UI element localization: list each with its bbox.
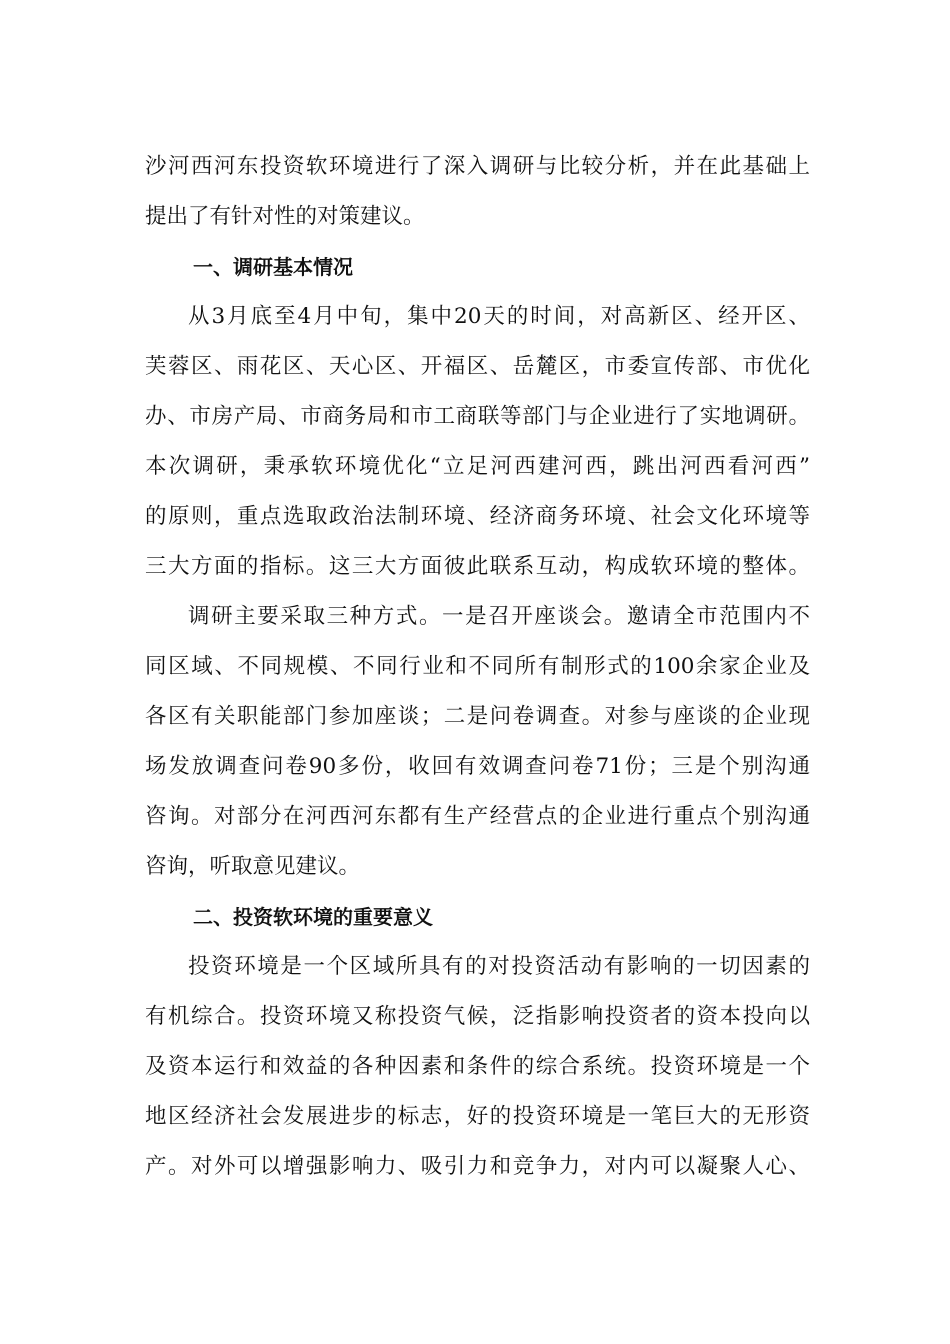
- paragraph-line: 的原则，重点选取政治法制环境、经济商务环境、社会文化环境等: [145, 504, 810, 529]
- paragraph-line: 调研主要采取三种方式。一是召开座谈会。邀请全市范围内不: [188, 604, 810, 629]
- paragraph-line: 三大方面的指标。这三大方面彼此联系互动，构成软环境的整体。: [145, 554, 810, 579]
- paragraph-line: 各区有关职能部门参加座谈；二是问卷调查。对参与座谈的企业现: [145, 704, 810, 729]
- paragraph-line: 地区经济社会发展进步的标志，好的投资环境是一笔巨大的无形资: [145, 1104, 810, 1129]
- paragraph-line: 沙河西河东投资软环境进行了深入调研与比较分析，并在此基础上: [145, 154, 810, 179]
- paragraph-line: 投资环境是一个区域所具有的对投资活动有影响的一切因素的: [188, 954, 810, 979]
- section-heading: 二、投资软环境的重要意义: [193, 905, 433, 929]
- paragraph-line: 及资本运行和效益的各种因素和条件的综合系统。投资环境是一个: [145, 1054, 810, 1079]
- paragraph-line: 从3月底至4月中旬，集中20天的时间，对高新区、经开区、: [188, 304, 810, 329]
- paragraph-line: 咨询。对部分在河西河东都有生产经营点的企业进行重点个别沟通: [145, 804, 810, 829]
- section-heading: 一、调研基本情况: [193, 255, 353, 279]
- paragraph-line: 芙蓉区、雨花区、天心区、开福区、岳麓区，市委宣传部、市优化: [145, 354, 810, 379]
- paragraph-line: 办、市房产局、市商务局和市工商联等部门与企业进行了实地调研。: [145, 404, 810, 429]
- paragraph-line: 本次调研，秉承软环境优化“立足河西建河西，跳出河西看河西”: [145, 454, 810, 479]
- paragraph-line: 场发放调查问卷90多份，收回有效调查问卷71份；三是个别沟通: [145, 754, 810, 779]
- paragraph-line: 同区域、不同规模、不同行业和不同所有制形式的100余家企业及: [145, 654, 810, 679]
- paragraph-line: 提出了有针对性的对策建议。: [145, 204, 425, 229]
- paragraph-line: 有机综合。投资环境又称投资气候，泛指影响投资者的资本投向以: [145, 1004, 810, 1029]
- paragraph-line: 产。对外可以增强影响力、吸引力和竞争力，对内可以凝聚人心、: [145, 1154, 810, 1179]
- paragraph-line: 咨询，听取意见建议。: [145, 854, 361, 879]
